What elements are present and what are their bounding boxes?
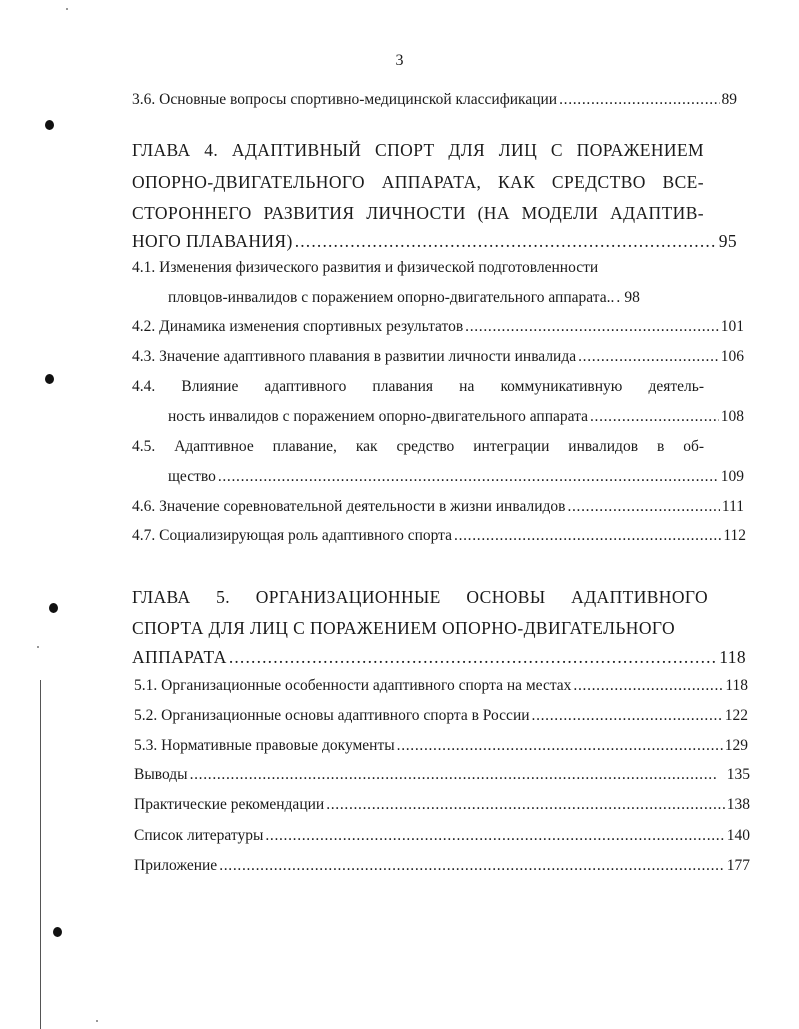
dot-leader: [573, 674, 723, 698]
toc-entry-title: Список литературы: [134, 827, 264, 844]
punch-hole-mark: [45, 374, 54, 384]
toc-entry-conclusions: [134, 763, 750, 787]
toc-entry-page: 118: [725, 677, 748, 694]
punch-hole-mark: [45, 120, 54, 130]
scan-speck: [66, 8, 68, 10]
dot-leader: [190, 763, 725, 787]
toc-entry-page: 112: [723, 527, 746, 544]
toc-entry-page: 118: [719, 647, 746, 667]
dot-leader: [265, 824, 724, 848]
chapter-5-heading-line-2: СПОРТА ДЛЯ ЛИЦ С ПОРАЖЕНИЕМ ОПОРНО-ДВИГАТЕЛЬНОГО: [132, 618, 675, 638]
dot-leader: [295, 227, 717, 255]
toc-entry-4-2: [132, 315, 744, 339]
toc-entry-4-5-line-1: 4.5. Адаптивное плавание, как средство интеграции инвалидов в об-: [132, 438, 704, 455]
dot-leader: [616, 286, 622, 310]
chapter-4-heading-line-3: СТОРОННЕГО РАЗВИТИЯ ЛИЧНОСТИ (НА МОДЕЛИ АДАПТИВ-: [132, 203, 704, 223]
dot-leader: [454, 524, 721, 548]
toc-entry-page: 138: [726, 796, 750, 813]
toc-entry-title: АППАРАТА: [132, 647, 227, 667]
toc-entry-recommendations: [134, 793, 750, 817]
dot-leader: [567, 495, 719, 519]
toc-entry-title: Выводы: [134, 766, 188, 783]
page-number: 3: [395, 52, 404, 69]
toc-entry-chapter-5: [132, 643, 746, 671]
dot-leader: [219, 854, 725, 878]
toc-entry-page: 109: [720, 468, 744, 485]
toc-entry-title: 4.2. Динамика изменения спортивных результатов: [132, 318, 464, 335]
toc-entry-4-1-line-1: 4.1. Изменения физического развития и физической подготовленности: [132, 259, 599, 276]
chapter-4-heading-line-1: ГЛАВА 4. АДАПТИВНЫЙ СПОРТ ДЛЯ ЛИЦ С ПОРАЖЕНИЕМ: [132, 140, 704, 160]
dot-leader: [559, 88, 719, 112]
toc-entry-page: 101: [720, 318, 744, 335]
toc-entry-title: 5.3. Нормативные правовые документы: [134, 737, 395, 754]
toc-entry-3-6: [132, 88, 737, 112]
punch-hole-mark: [53, 927, 62, 937]
toc-entry-4-7: [132, 524, 746, 548]
toc-entry-title: 4.6. Значение соревновательной деятельности в жизни инвалидов: [132, 498, 566, 515]
dot-leader: [326, 793, 725, 817]
toc-entry-4-6: [132, 495, 744, 519]
toc-entry-5-2: [134, 704, 748, 728]
toc-entry-4-4-line-1: 4.4. Влияние адаптивного плавания на коммуникативную деятель-: [132, 378, 704, 395]
dot-leader: [590, 405, 719, 429]
toc-entry-4-3: [132, 345, 744, 369]
chapter-5-heading-line-1: ГЛАВА 5. ОРГАНИЗАЦИОННЫЕ ОСНОВЫ АДАПТИВНОГО: [132, 587, 708, 607]
toc-entry-4-5: [168, 465, 744, 489]
toc-entry-title: Приложение: [134, 857, 218, 874]
chapter-4-heading-line-2: ОПОРНО-ДВИГАТЕЛЬНОГО АППАРАТА, КАК СРЕДСТВО ВСЕ-: [132, 172, 704, 192]
toc-entry-references: [134, 824, 750, 848]
toc-entry-title: НОГО ПЛАВАНИЯ): [132, 231, 293, 251]
toc-entry-title: Практические рекомендации: [134, 796, 325, 813]
dot-leader: [532, 704, 723, 728]
toc-entry-appendix: [134, 854, 750, 878]
toc-entry-4-4: [168, 405, 744, 429]
toc-entry-page: 108: [720, 408, 744, 425]
dot-leader: [578, 345, 719, 369]
toc-entry-title: 5.2. Организационные основы адаптивного спорта в России: [134, 707, 530, 724]
toc-entry-page: 95: [718, 231, 737, 251]
toc-entry-5-1: [134, 674, 748, 698]
toc-entry-page: 177: [726, 857, 750, 874]
scan-speck: [96, 1020, 98, 1022]
toc-entry-page: 106: [720, 348, 744, 365]
toc-entry-page: 111: [721, 498, 744, 515]
toc-entry-page: 98: [624, 289, 640, 306]
toc-entry-5-3: [134, 734, 748, 758]
toc-entry-page: 135: [726, 766, 750, 783]
dot-leader: [218, 465, 719, 489]
toc-entry-title: 4.7. Социализирующая роль адаптивного спорта: [132, 527, 453, 544]
scan-speck: [37, 646, 39, 648]
dot-leader: [397, 734, 723, 758]
toc-entry-4-1: [168, 286, 739, 310]
dot-leader: [229, 643, 717, 671]
toc-entry-page: 129: [724, 737, 748, 754]
toc-entry-chapter-4: [132, 227, 737, 255]
toc-entry-title: 3.6. Основные вопросы спортивно-медицинской классификации: [132, 91, 558, 108]
dot-leader: [465, 315, 719, 339]
toc-entry-title: пловцов-инвалидов с поражением опорно-двигательного аппарата..: [168, 289, 615, 306]
toc-entry-page: 122: [724, 707, 748, 724]
toc-entry-page: 89: [721, 91, 737, 108]
toc-entry-page: 140: [726, 827, 750, 844]
punch-hole-mark: [49, 603, 58, 613]
scan-edge-line: [40, 680, 41, 1029]
toc-entry-title: щество: [168, 468, 216, 485]
toc-entry-title: 5.1. Организационные особенности адаптивного спорта на местах: [134, 677, 572, 694]
toc-entry-title: ность инвалидов с поражением опорно-двигательного аппарата: [168, 408, 588, 425]
toc-entry-title: 4.3. Значение адаптивного плавания в развитии личности инвалида: [132, 348, 577, 365]
